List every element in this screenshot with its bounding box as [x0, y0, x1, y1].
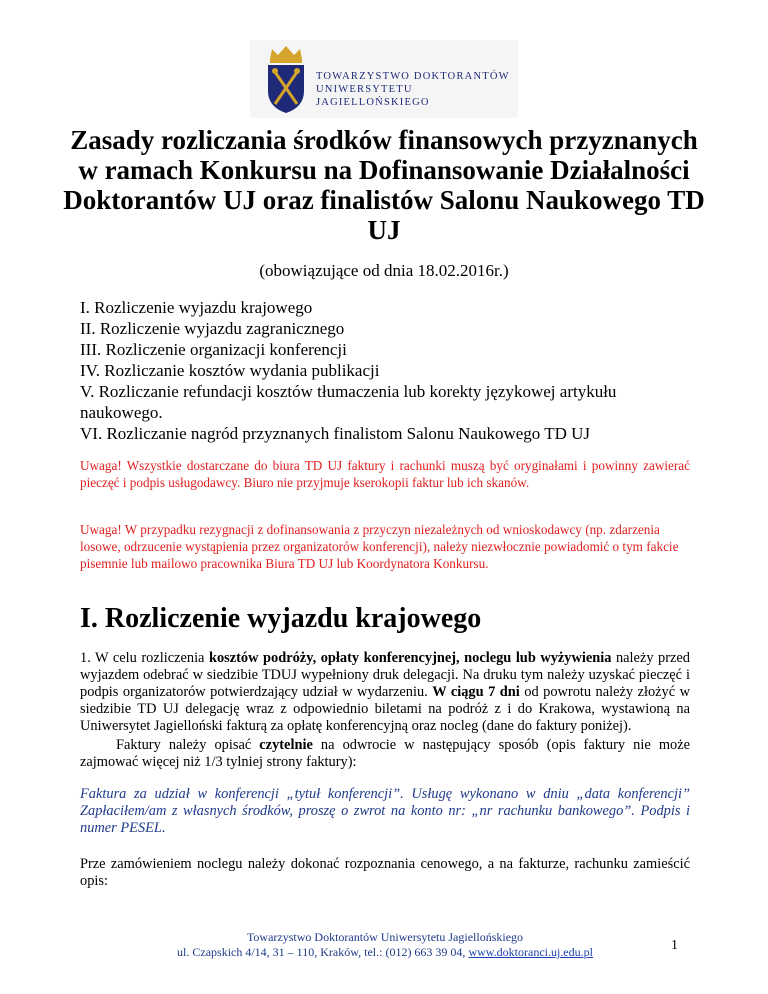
- warning-resignation: Uwaga! W przypadku rezygnacji z dofinansowania z przyczyn niezależnych od wnioskodawcy (np. zdarzenia losowe, odrzucenie wystąpienia przez organizatorów konferencji), należy niezwłocznie powiadomić o tym fakcie pisemnie lub mailowo pracownika Biura TD UJ lub Koordynatora Konkursu.: [80, 522, 679, 571]
- section-heading: I. Rozliczenie wyjazdu krajowego: [80, 603, 482, 634]
- warning-originals: Uwaga! Wszystkie dostarczane do biura TD UJ faktury i rachunki muszą być oryginałami i powinny zawierać pieczęć i podpis usługodawcy. Biuro nie przyjmuje kserokopii faktur lub ich skanów.: [80, 458, 690, 490]
- document-title: Zasady rozliczania środków finansowych przyznanych w ramach Konkursu na Dofinansowanie Działalności Doktorantów UJ oraz finalistów Salonu Naukowego TD UJ: [63, 125, 705, 245]
- toc-item: VI. Rozliczanie nagród przyznanych finalistom Salonu Naukowego TD UJ: [80, 424, 591, 443]
- para1-text-e: od powrotu należy złożyć w siedzibie TD UJ delegację wraz z odpowiednio biletami na podróż z i do Krakowa, wystawioną na Uniwersytet Jagielloński fakturą za opłatę konferencyjną oraz nocleg (dane do faktury poniżej).: [80, 684, 690, 734]
- footer-address: [80, 945, 690, 960]
- invoice-description-template: Faktura za udział w konferencji „tytuł konferencji”. Usługę wykonano w dniu „data konferencji” Zapłaciłem/am z własnych środków, proszę o zwrot na konto nr: „nr rachunku bankowego”. Podpis i numer PESEL.: [80, 786, 690, 836]
- para2-text-a: Faktury należy opisać: [116, 737, 260, 753]
- page-number: 1: [671, 938, 678, 953]
- footer-org-name: Towarzystwo Doktorantów Uniwersytetu Jagiellońskiego: [246, 930, 524, 944]
- para1-bold-deadline: W ciągu 7 dni: [432, 684, 520, 700]
- toc-item: III. Rozliczenie organizacji konferencji: [80, 340, 347, 359]
- paragraph-1: [80, 650, 690, 735]
- paragraph-4: Prze zamówieniem noclegu należy dokonać rozpoznania cenowego, a na fakturze, rachunku zamieścić opis:: [80, 856, 690, 889]
- validity-date: (obowiązujące od dnia 18.02.2016r.): [259, 261, 509, 280]
- para2-bold-legibly: czytelnie: [259, 737, 313, 753]
- paragraph-2: [80, 737, 690, 771]
- logo: [250, 40, 518, 118]
- logo-line-1: TOWARZYSTWO DOKTORANTÓW: [316, 71, 510, 82]
- footer-website-link[interactable]: www.doktoranci.uj.edu.pl: [468, 945, 593, 959]
- toc-item: II. Rozliczenie wyjazdu zagranicznego: [80, 319, 345, 338]
- toc-item: IV. Rozliczanie kosztów wydania publikacji: [80, 361, 380, 380]
- logo-line-2: UNIWERSYTETU JAGIELLOŃSKIEGO: [316, 84, 430, 108]
- toc-item: V. Rozliczanie refundacji kosztów tłumaczenia lub korekty językowej artykułu naukowego.: [80, 382, 617, 422]
- para1-text-c: należy przed wyjazdem odebrać w siedzibie TDUJ wypełniony druk delegacji. Na druku tym należy uzyskać pieczęć i podpis organizatorów potwierdzający udział w wydarzeniu.: [80, 650, 690, 700]
- para1-bold-costs: kosztów podróży, opłaty konferencyjnej, noclegu lub wyżywienia: [208, 650, 612, 666]
- table-of-contents: [80, 297, 700, 444]
- logo-text: [316, 70, 518, 109]
- page-footer: [80, 930, 690, 960]
- para1-text-a: 1. W celu rozliczenia: [80, 650, 209, 666]
- crest-icon: [264, 43, 308, 115]
- para2-text-c: na odwrocie w następujący sposób (opis faktury nie może zajmować więcej niż 1/3 tylniej strony faktury):: [80, 737, 690, 770]
- toc-item: I. Rozliczenie wyjazdu krajowego: [80, 298, 313, 317]
- footer-address-text: ul. Czapskich 4/14, 31 – 110, Kraków, tel.: (012) 663 39 04,: [177, 945, 469, 959]
